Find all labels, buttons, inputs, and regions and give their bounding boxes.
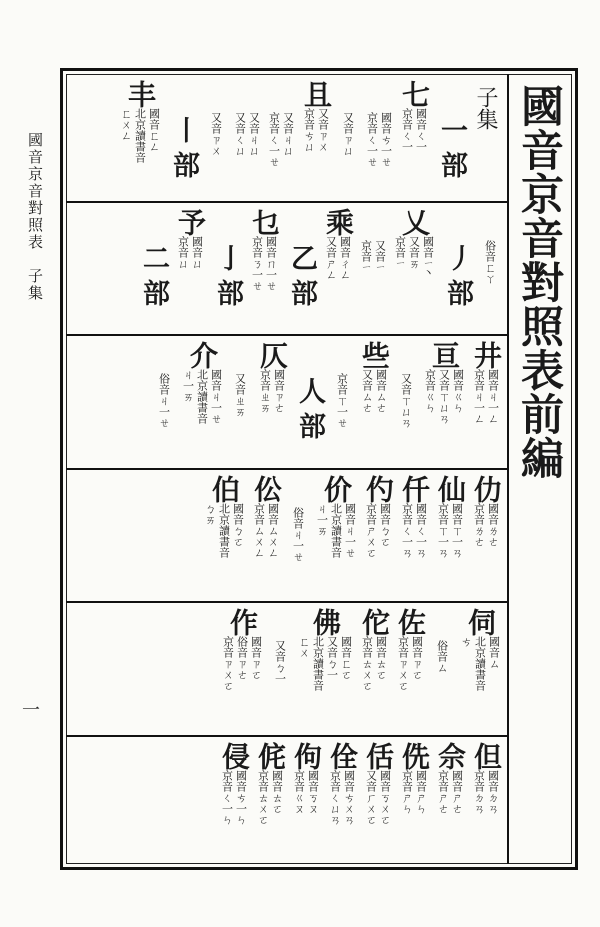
readings (293, 770, 320, 814)
reading: 國音ㄍㄣ (451, 369, 465, 413)
reading: 京音ㄒ一ㄝ (335, 373, 349, 428)
reading: 又音ㄞ (407, 236, 421, 269)
char-entry (331, 341, 353, 428)
reading: 又音ㄐㄩ (281, 112, 295, 156)
reading: 國音ㄕㄜ (450, 770, 464, 814)
head-character: 佛 (309, 608, 342, 636)
reading: 俗音ㄐ一ㄝ (157, 373, 171, 428)
reading: 國音ㄗㄛ (249, 636, 263, 680)
reading: 國音ㄒ一ㄢ (450, 503, 464, 558)
reading-note (431, 608, 453, 673)
reading: 北京讀書音 (133, 108, 147, 163)
reading: 國音ㄙㄜ (374, 369, 388, 413)
char-entry (269, 608, 291, 684)
char-entry (301, 80, 331, 152)
char-entry (315, 475, 357, 558)
section-3 (66, 337, 507, 466)
head-character: 予 (174, 208, 207, 236)
radical-heading (293, 377, 325, 447)
readings (120, 108, 161, 163)
head-character: 伺 (464, 608, 497, 636)
readings (401, 108, 428, 152)
reading: 京音ㄐ一ㄥ (472, 369, 486, 424)
char-entry (229, 341, 251, 417)
section-1 (66, 76, 507, 200)
reading: 京音ㄉㄢ (472, 770, 486, 814)
char-entry (395, 608, 425, 691)
reading: 國音ㄘㄨㄢ (342, 770, 356, 825)
row-divider (66, 334, 507, 336)
readings (234, 373, 247, 417)
readings (316, 503, 357, 558)
head-character: 些 (358, 341, 391, 369)
reading: 京音ㄑ一ㄣ (220, 770, 234, 825)
readings (484, 240, 497, 284)
head-character: 佝 (290, 742, 323, 770)
readings (268, 112, 295, 167)
head-character: 仄 (256, 341, 289, 369)
section-5 (66, 604, 507, 733)
readings (361, 369, 388, 413)
radical-label: 一部 (436, 116, 467, 186)
row-divider (66, 201, 507, 203)
reading: 京音ㄕㄜ (436, 770, 450, 814)
reading: 俗音ㄙ (435, 640, 449, 673)
char-entry (365, 80, 393, 167)
reading: 國音ㄕㄣ (414, 770, 428, 814)
readings (400, 373, 413, 428)
reading: 北京讀書音 (329, 503, 343, 558)
radical-label: 乙部 (286, 244, 317, 314)
reading: 京音ㄑ一 (400, 108, 414, 152)
reading: 又音ㄒㄩㄢ (399, 373, 413, 428)
readings (366, 112, 393, 167)
char-entry (399, 742, 429, 814)
char-entry (423, 341, 465, 424)
head-character: 伀 (250, 475, 283, 503)
head-character: 仂 (470, 475, 503, 503)
head-character: 乂 (398, 208, 431, 236)
row-divider (66, 735, 507, 737)
reading-note (287, 475, 309, 562)
head-character: 但 (470, 742, 503, 770)
readings (401, 770, 428, 814)
readings (342, 112, 355, 156)
char-entry (363, 742, 393, 825)
readings (424, 369, 465, 424)
head-character: 伯 (208, 475, 241, 503)
reading: 又音ㄅ一 (273, 640, 287, 684)
reading: 京音ㄧ (359, 240, 373, 271)
reading: 又音ㄕㄥ (324, 236, 338, 280)
reading: 國音ㄙㄨㄥ (266, 503, 280, 558)
reading: 京音ㄕㄣ (400, 770, 414, 814)
readings (253, 503, 280, 558)
head-character: 侁 (398, 742, 431, 770)
readings (158, 373, 171, 428)
radical-label: 亅部 (212, 244, 243, 314)
readings (204, 503, 245, 558)
readings (394, 236, 435, 278)
radical-heading (435, 116, 467, 186)
head-character: 井 (470, 341, 503, 369)
reading: 又音ㄒㄩㄢ (437, 369, 451, 424)
char-entry (219, 742, 249, 825)
reading: 京音ㄊㄨㄛ (256, 770, 270, 825)
reading: 京音ㄑ一ㄝ (267, 112, 281, 167)
reading: 京音ㄙㄨㄥ (252, 503, 266, 558)
head-character: 佘 (434, 742, 467, 770)
section-6 (66, 738, 507, 862)
readings (292, 507, 305, 562)
reading: 又音ㄗㄨ (209, 112, 223, 156)
reading: ㄐ一ㄞ (181, 369, 195, 402)
char-entry (249, 208, 279, 291)
radical-label: 人部 (294, 377, 325, 447)
reading: 北京讀書音 (217, 503, 231, 558)
readings (473, 503, 500, 547)
reading: 又音ㄐㄩ (247, 112, 261, 156)
section-2 (66, 204, 507, 332)
title-divider (507, 74, 509, 864)
readings (259, 369, 286, 413)
row-divider (66, 601, 507, 603)
radical-heading (211, 244, 243, 314)
radical-label: 丿部 (442, 244, 473, 314)
head-character: 仢 (362, 475, 395, 503)
char-entry (399, 475, 429, 558)
readings (361, 636, 388, 691)
reading: 國音ㄐ一ㄝ (343, 503, 357, 558)
char-entry (221, 608, 263, 691)
char-entry (471, 341, 501, 424)
reading: 國音ㄐ一ㄥ (486, 369, 500, 424)
char-entry (359, 208, 387, 271)
reading: 京音ㄊㄨㄛ (360, 636, 374, 691)
head-character: 价 (320, 475, 353, 503)
reading: 京音ㄋ一ㄝ (250, 236, 264, 291)
reading: 又音ㄗㄩ (341, 112, 355, 156)
head-character: 侂 (254, 742, 287, 770)
reading-note (153, 341, 175, 428)
readings (401, 503, 428, 558)
char-entry (327, 742, 357, 825)
char-entry (395, 341, 417, 428)
char-entry (337, 80, 359, 156)
radical-heading (441, 244, 473, 314)
reading: 國音ㄐ一ㄝ (209, 369, 223, 424)
reading: 國音ㄅㄛ (231, 503, 245, 547)
readings (336, 373, 349, 428)
reading: 國音ㄑ一ㄢ (414, 503, 428, 558)
head-character: 仙 (434, 475, 467, 503)
char-entry (233, 80, 261, 156)
char-entry (359, 341, 389, 413)
readings (460, 636, 501, 691)
readings (303, 108, 330, 152)
char-entry (359, 608, 389, 691)
reading: 又音ㄗㄨ (316, 108, 330, 152)
radical-heading (167, 116, 199, 186)
reading: 國音ㄊㄛ (374, 636, 388, 680)
page-number: 一 (22, 700, 40, 721)
reading: 京音ㄩ (176, 236, 190, 269)
reading: 又音ㄙㄜ (360, 369, 374, 413)
readings (221, 770, 248, 825)
section-4 (66, 471, 507, 599)
running-header: 國音京音對照表 子集 (26, 132, 44, 302)
radical-label: 二部 (138, 244, 169, 314)
char-entry (181, 341, 223, 424)
head-character: 作 (226, 608, 259, 636)
char-entry (255, 742, 285, 825)
reading: 國音ㄅㄛ (378, 503, 392, 547)
reading: 京音ㄧ (393, 236, 407, 267)
reading: 俗音ㄐ一ㄝ (291, 507, 305, 562)
reading: 國音ㄇ一ㄝ (264, 236, 278, 291)
reading: 國音ㄗㄜ (272, 369, 286, 413)
reading-note (479, 208, 501, 284)
readings (436, 640, 449, 673)
section-label: 子集 (473, 86, 498, 130)
reading: 國音ㄙ (487, 636, 501, 669)
reading: 國音ㄘ一ㄝ (379, 112, 393, 167)
reading: 京音ㄍㄡ (292, 770, 306, 814)
reading: 國音ㄎㄨㄛ (378, 770, 392, 825)
reading: 又音ㄅ一 (325, 636, 339, 680)
head-character: 且 (300, 80, 333, 108)
head-character: 丰 (124, 80, 157, 108)
readings (473, 770, 500, 814)
radical-heading (137, 244, 169, 314)
head-character: 介 (186, 341, 219, 369)
head-character: 亘 (428, 341, 461, 369)
reading: 又音ㄏㄨㄛ (364, 770, 378, 825)
head-character: 乜 (248, 208, 281, 236)
reading: 京音ㄌㄜ (472, 503, 486, 547)
head-character: 佗 (358, 608, 391, 636)
reading: 國音ㄈㄛ (339, 636, 353, 680)
readings (177, 236, 204, 269)
reading: 國音ㄧ丶 (421, 236, 435, 278)
reading: 國音ㄉㄢ (486, 770, 500, 814)
head-character: 佸 (362, 742, 395, 770)
reading: 京音ㄍㄣ (423, 369, 437, 413)
readings (257, 770, 284, 825)
readings (365, 770, 392, 825)
reading: 京音ㄗㄨㄛ (396, 636, 410, 691)
reading: 國音ㄗㄛ (410, 636, 424, 680)
readings (397, 636, 424, 691)
readings (329, 770, 356, 825)
row-divider (66, 468, 507, 470)
char-entry (435, 742, 465, 814)
char-entry (393, 208, 435, 278)
reading: 京音ㄗㄨㄛ (221, 636, 235, 691)
head-character: 仟 (398, 475, 431, 503)
head-character: 七 (398, 80, 431, 108)
reading: 國音ㄑ一 (414, 108, 428, 152)
reading: 京音ㄑ一ㄢ (400, 503, 414, 558)
reading: 國音ㄊㄛ (270, 770, 284, 814)
readings (234, 112, 261, 156)
char-entry (399, 80, 429, 152)
readings (325, 236, 352, 280)
page-title: 國音京音對照表前編 (514, 84, 564, 480)
reading: 京音ㄑ一ㄝ (365, 112, 379, 167)
readings (437, 770, 464, 814)
head-character: 佺 (326, 742, 359, 770)
radical-heading (285, 244, 317, 314)
readings (222, 636, 263, 691)
char-entry (257, 341, 287, 413)
char-entry (323, 208, 353, 280)
reading: 北京讀書音 (311, 636, 325, 691)
readings (210, 112, 223, 156)
char-entry (119, 80, 161, 163)
readings (274, 640, 287, 684)
reading: 國音ㄔㄥ (338, 236, 352, 280)
readings (298, 636, 353, 691)
reading: ㄐ一ㄞ (315, 503, 329, 536)
reading: 國音ㄎㄡ (306, 770, 320, 814)
reading: ㄈㄨ (297, 636, 311, 658)
head-character: 乘 (322, 208, 355, 236)
readings (473, 369, 500, 424)
readings (251, 236, 278, 291)
char-entry (251, 475, 281, 558)
char-entry (203, 475, 245, 558)
reading: 又音ㄧ (373, 240, 387, 271)
char-entry (459, 608, 501, 691)
reading: ㄈㄨㄥ (119, 108, 133, 141)
radical-label: 丨部 (168, 116, 199, 186)
char-entry (471, 475, 501, 547)
reading: 國音ㄌㄜ (486, 503, 500, 547)
reading: 又音ㄓㄞ (233, 373, 247, 417)
reading: 京音ㄓㄞ (258, 369, 272, 413)
reading: 京音ㄒ一ㄢ (436, 503, 450, 558)
reading: 國音ㄈㄥ (147, 108, 161, 152)
reading: 國音ㄩ (190, 236, 204, 269)
head-character: 佐 (394, 608, 427, 636)
head-character: 侵 (218, 742, 251, 770)
char-entry (363, 475, 393, 558)
reading: 北京讀書音 (195, 369, 209, 424)
char-entry (297, 608, 353, 691)
readings (365, 503, 392, 558)
reading: 北京讀書音 (473, 636, 487, 691)
char-entry (291, 742, 321, 814)
reading: 又音ㄑㄩ (233, 112, 247, 156)
reading: 俗音ㄈㄚ (483, 240, 497, 284)
char-entry (175, 208, 205, 269)
char-entry (435, 475, 465, 558)
reading: 京音ㄕㄨㄛ (364, 503, 378, 558)
reading: 國音ㄘ一ㄣ (234, 770, 248, 825)
reading: 京音ㄑㄩㄢ (328, 770, 342, 825)
readings (360, 240, 387, 271)
reading: ㄅㄞ (203, 503, 217, 525)
reading: 京音ㄘㄩ (302, 108, 316, 152)
char-entry (267, 80, 295, 167)
reading: ㄘ (459, 636, 473, 647)
readings (437, 503, 464, 558)
reading: 俗音ㄗㄜ (235, 636, 249, 680)
char-entry (471, 742, 501, 814)
readings (182, 369, 223, 424)
char-entry (205, 80, 227, 156)
